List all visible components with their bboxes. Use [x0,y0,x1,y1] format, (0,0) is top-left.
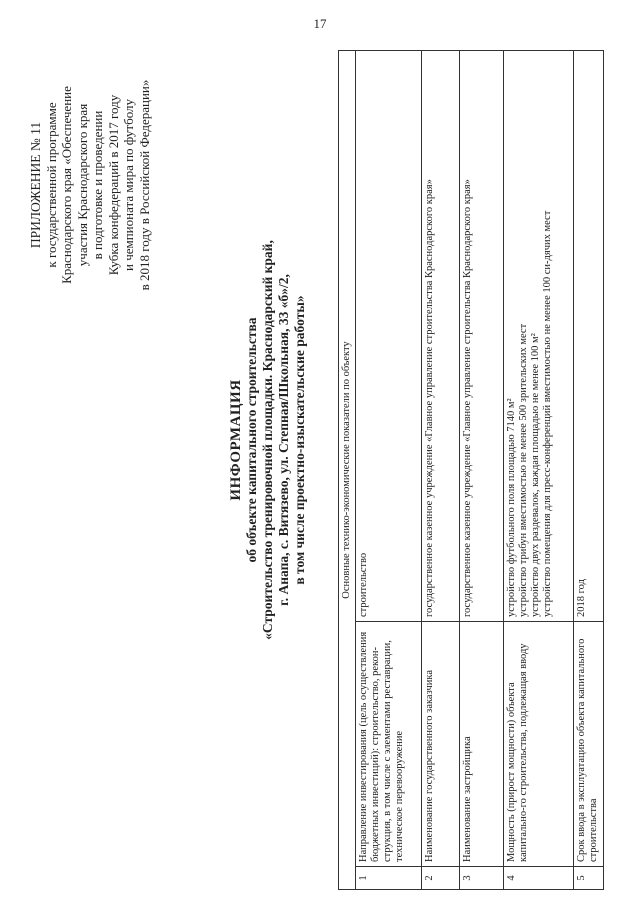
appendix-title: ПРИЛОЖЕНИЕ № 11 [28,121,43,249]
row-name: Наименование застройщика [460,622,504,867]
appendix-line: в 2018 году в Российской Федерации» [136,79,152,291]
appendix-line: к государственной программе [43,102,59,268]
heading-line: г. Анапа, с. Витязево, ул. Степная/Школьная, 33 «б»/2, [276,274,291,606]
appendix-line: в подготовке и проведении [90,110,105,260]
table-row [356,51,422,890]
appendix-block [28,65,152,305]
row-name: Наименование государственного заказчика [422,622,460,867]
table-row [460,51,504,890]
row-number: 2 [422,867,460,890]
row-value [460,51,504,622]
appendix-line: и чемпионата мира по футболу [121,98,136,272]
row-value [504,51,574,622]
value-line: устройство футбольного поля площадью 7140 м² [506,398,517,617]
row-name: Мощность (прирост мощности) объекта капитально-го строительства, подлежащая вводу [504,622,574,867]
heading-line: в том числе проектно-изыскательские работы» [292,295,307,585]
page-number: 17 [313,16,327,31]
appendix-line: Кубка конфедераций в 2017 году [105,94,121,276]
row-value [422,51,460,622]
value-line: государственное казенное учреждение «Главное управление строительства Краснодарского края» [462,179,473,617]
row-name: Срок ввода в эксплуатацию объекта капитального строительства [574,622,604,867]
table-row [574,51,604,890]
row-number: 1 [356,867,422,890]
document-title: ИНФОРМАЦИЯ [228,379,244,501]
heading-line: «Строительство тренировочной площадки. Краснодарский край, [260,240,275,640]
value-line: устройство трибун вместимостью не менее 500 зрительских мест [518,323,529,617]
info-table [338,50,604,890]
value-line: 2018 год [576,579,587,617]
document-heading [228,130,308,750]
table-header-row [339,51,356,890]
value-line: устройство помещения для пресс-конференций вместимостью не менее 100 си-дячих мест [542,210,553,617]
rotated-sheet [20,50,630,890]
value-line: устройство двух раздевалок, каждая площадью не менее 100 м² [530,333,541,617]
appendix-line: участия Краснодарского края [74,103,90,267]
row-number: 3 [460,867,504,890]
value-line: строительство [358,552,369,617]
row-value [574,51,604,622]
row-number: 5 [574,867,604,890]
table-row [504,51,574,890]
row-number: 4 [504,867,574,890]
appendix-line: Краснодарского края «Обеспечение [59,86,74,284]
row-value [356,51,422,622]
table-row [422,51,460,890]
row-name: Направление инвестирования (цель осуществления бюджетных инвестиций): строительство, рекон-струкция, в том числе с элементами реставрации, техническое перевооружение [356,622,422,867]
table-header: Основные технико-экономические показатели по объекту [339,51,356,890]
heading-line: об объекте капитального строительства [244,317,259,563]
value-line: государственное казенное учреждение «Главное управление строительства Краснодарского края» [424,179,435,617]
